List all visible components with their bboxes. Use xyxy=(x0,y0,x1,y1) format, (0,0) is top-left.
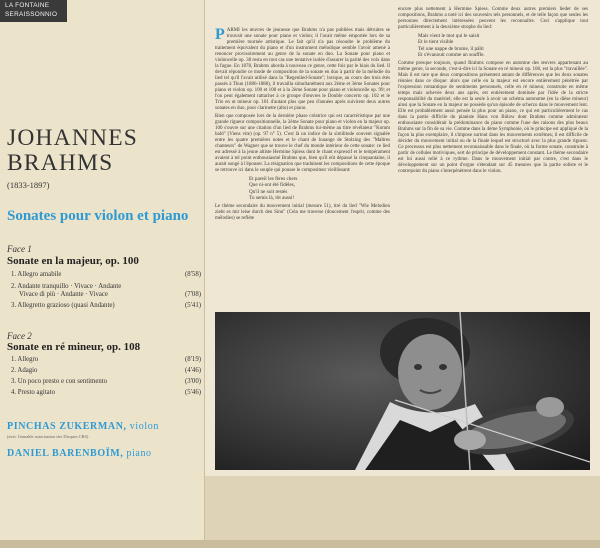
album-title: Sonates pour violon et piano xyxy=(7,208,189,224)
liner-notes xyxy=(205,0,600,548)
performer-violin xyxy=(7,421,202,432)
performer-credit-note: (avec l'aimable autorisation des Disques CBS) xyxy=(7,434,89,439)
verse-line: Et le tient visible xyxy=(418,39,454,46)
face-1-movement-1 xyxy=(11,271,201,278)
movement-duration: (5'46) xyxy=(185,389,201,396)
verse-line: Et pareil les fères chers xyxy=(249,176,298,182)
face-1-movement-2 xyxy=(11,283,201,290)
verse-line: Tel une nappe de brume, il pâlit xyxy=(418,45,484,52)
bottom-edge xyxy=(0,540,600,548)
verse-line: Et s'évanouit comme un souffle. xyxy=(418,51,485,58)
composer-dates: (1833-1897) xyxy=(7,180,50,190)
face-2-movement-2 xyxy=(11,367,201,374)
verse-line: Tu semis là, tôt aussi! xyxy=(249,194,295,201)
face-2-movement-1 xyxy=(11,356,201,363)
paragraph xyxy=(215,28,390,112)
drop-cap: P xyxy=(215,26,225,43)
face-1-movement-2-cont xyxy=(19,291,201,298)
tracklist-panel xyxy=(0,0,205,548)
label-logo xyxy=(0,0,67,22)
quoted-verse xyxy=(418,33,588,58)
paragraph: Comme presque toujours, quand Brahms compose en automne des œuvres appartenant au même genre, la seconde, c'est-à-dire ici la Sonate en ré mineur op. 108, est la plus "travaillée". Mais il est rare que deux compositions présentent autant de différences que les deux sonates réunies dans ce disque: alors que celle en la majeur est encore entièrement pénétrée par l'expression romantique de sentiments personnels, celle en ré mineur, construite en même temps mais achevée deux ans après, est entièrement dominée par l'idée de la stricte responsabilité du matériel; elle est la seule à avoir un schéma autonome (en la dièse mineur) ainsi que la Sonate en la majeur ne possède qu'un épisode de scherzo dans le mouvement lent. Elle est probablement aussi pensée la plus pour un piano, ce qui est particulièrement le cas dans la partie difficile du pianiste Hans von Bülow dont Brahms comme admirateur enthousiaste considérait la prédominance du piano comme l'une des raisons des plus beaux Brahms sur la fin de sa vie. Comme dans la 4ème Symphonie, où le principe est appliqué de la façon la plus exemplaire, il s'impose surtout dans les mouvements extrêmes; il est difficile de décider du mouvement initial ou de la finale lequel est structuré avec la plus grande rigueur. Ce processus est plus nettement reconnaissable dans le finale, où la forme sonate, construite à partir de cellules motiviques, sert de principe de développement constant. Le thème secondaire est lui aussi relié à ce rythme. Dans le mouvement initial par contre, c'est dans le développement sur un point d'orgue s'étendant sur 45 mesures que la partie soliste et le contrepoint du piano s'interpénètrent dans le violon. xyxy=(398,61,588,175)
paragraph-text: ARMI les œuvres de jeunesse que Brahms n'a pas publiées mais détruites se trouvait une sonate pour piano et violon; il l'avait même emportée lors de sa première tournée artistique. Le fait qu'il n'a pas résoudre le problème du traitement équivalent du piano et d'un instrument mélodique semble l'avoir amené à renoncer provisoirement au genre de la sonate en duo. La Sonate pour piano et violoncelle op. 38 resta en tout cas une tentative isolée d'assurer la parité des voix dans la fugue. En 1878, Brahms aborda à nouveau ce genre, cette fois par le biais du lied. Il devait répondre ce mode de composition de la sonate en duo à partir de la mélodie du lied tel qu'il l'avait utilisé dans la "Regenlied-Sonate"; lorsque, au cours des trois étés passés à Thun (1886-1888), il travailla simultanément aux 2ème et 3ème Sonates pour piano et violon op. 100 et 108 et à la 2ème Sonate pour piano et violoncelle op. 99; et l'on peut également rattacher à ce groupe d'œuvres le Double concerto op. 102 et le Trio en ut mineur op. 101 d'autant plus que peu d'années après suivirent deux autres sonates en duo, pour clarinette (alto) et piano. xyxy=(215,28,390,111)
face-2-movement-4 xyxy=(11,389,201,396)
face-2-work-title: Sonate en ré mineur, op. 108 xyxy=(7,341,141,353)
movement-duration: (5'41) xyxy=(185,302,201,309)
face-1-work-title: Sonate en la majeur, op. 100 xyxy=(7,255,139,267)
violinist-photo xyxy=(215,312,590,470)
quoted-verse xyxy=(249,176,390,201)
composer-first-name: JOHANNES xyxy=(7,125,139,151)
face-1-movement-3 xyxy=(11,302,201,309)
performer-instrument: violon xyxy=(129,421,159,432)
performer-name: DANIEL BARENBOÏM, xyxy=(7,448,124,459)
movement-duration: (3'00) xyxy=(185,378,201,385)
face-1-label: Face 1 xyxy=(7,244,32,254)
movement-title: 1. Allegro xyxy=(11,356,39,363)
movement-title: 3. Un poco presto e con sentimento xyxy=(11,378,108,385)
verse-line: Qu'il ne soit restés xyxy=(249,188,288,195)
performer-piano xyxy=(7,448,202,459)
movement-title: 2. Adagio xyxy=(11,367,38,374)
composer-last-name: BRAHMS xyxy=(7,150,114,176)
movement-title: 4. Presto agitato xyxy=(11,389,55,396)
movement-duration: (4'46) xyxy=(185,367,201,374)
movement-title: 1. Allegro amabile xyxy=(11,271,62,278)
movement-title: Vivace di più · Andante · Vivace xyxy=(19,291,108,298)
paragraph: encore plus nettement à Hermine Spiess. Comme deux autres premiers lieder de ses compositions, Brahms a noté ici des souvenirs tels personnels, et de telle façon que seules les personnes directement intéressées peuvent les reconnaître. Ceci s'applique tout particulièrement à la deuxième strophe du lied: xyxy=(398,7,588,30)
logo-line-1: LA FONTAINE xyxy=(5,2,50,9)
paragraph: Le thème secondaire du mouvement initial (mesure 51), tiré du lied "Wie Melodien zieht es mir leise durch den Sinn" (Cela me traverse (doucement l'esprit, comme des mélodies) se reflète xyxy=(215,204,390,222)
liner-notes-column-2 xyxy=(398,7,588,177)
movement-duration: (8'58) xyxy=(185,271,201,278)
movement-duration: (8'19) xyxy=(185,356,201,363)
movement-duration: (7'08) xyxy=(185,291,201,298)
performer-name: PINCHAS ZUKERMAN, xyxy=(7,421,127,432)
composer-name xyxy=(7,126,197,176)
performer-instrument: piano xyxy=(126,448,152,459)
liner-notes-column-1 xyxy=(215,28,390,224)
violinist-photo-illustration xyxy=(215,312,590,470)
verse-line: Que ni-ont été fidèles, xyxy=(249,182,296,189)
bottom-margin xyxy=(205,476,600,548)
movement-title: 2. Andante tranquillo · Vivace · Andante xyxy=(11,283,122,290)
face-2-movement-3 xyxy=(11,378,201,385)
paragraph: Bien que composée lors de la dernière phase créatrice qui est caractéristique par une grande rigueur compositionnelle, la 2ème Sonate pour piano et violon en la majeur op. 100 s'ouvre sur une citation d'un lied de Brahms lui-même au titre révélateur "Komm bald" (Viens vite) (op. 97 n° 5). C'est là un indice de la similitude souvent signalée entre les quatre premières notes et le chant de louange de Stolzing des "Maîtres chanteurs" de Wagner que se trouve le chef du monde intérieur de cette sonate: ce lied est adressé à la jeune altiste Hermine Spiess dont le chant expressif et le tempérament avaient à tel point enthousiasmé Brahms que, bien qu'il eût dépassé la cinquantaine, il aurait songé à l'épouser. La résignation que traduisent les compositions de cette époque se retrouve ici dans le souple qui pousse le compositeur vieillissant: xyxy=(215,114,390,173)
verse-line: Mais vient le mot qui le saisit xyxy=(418,33,480,39)
face-2-label: Face 2 xyxy=(7,331,32,341)
movement-title: 3. Allegretto grazioso (quasi Andante) xyxy=(11,302,115,309)
logo-line-2: SERAISSONNIO xyxy=(5,10,58,18)
